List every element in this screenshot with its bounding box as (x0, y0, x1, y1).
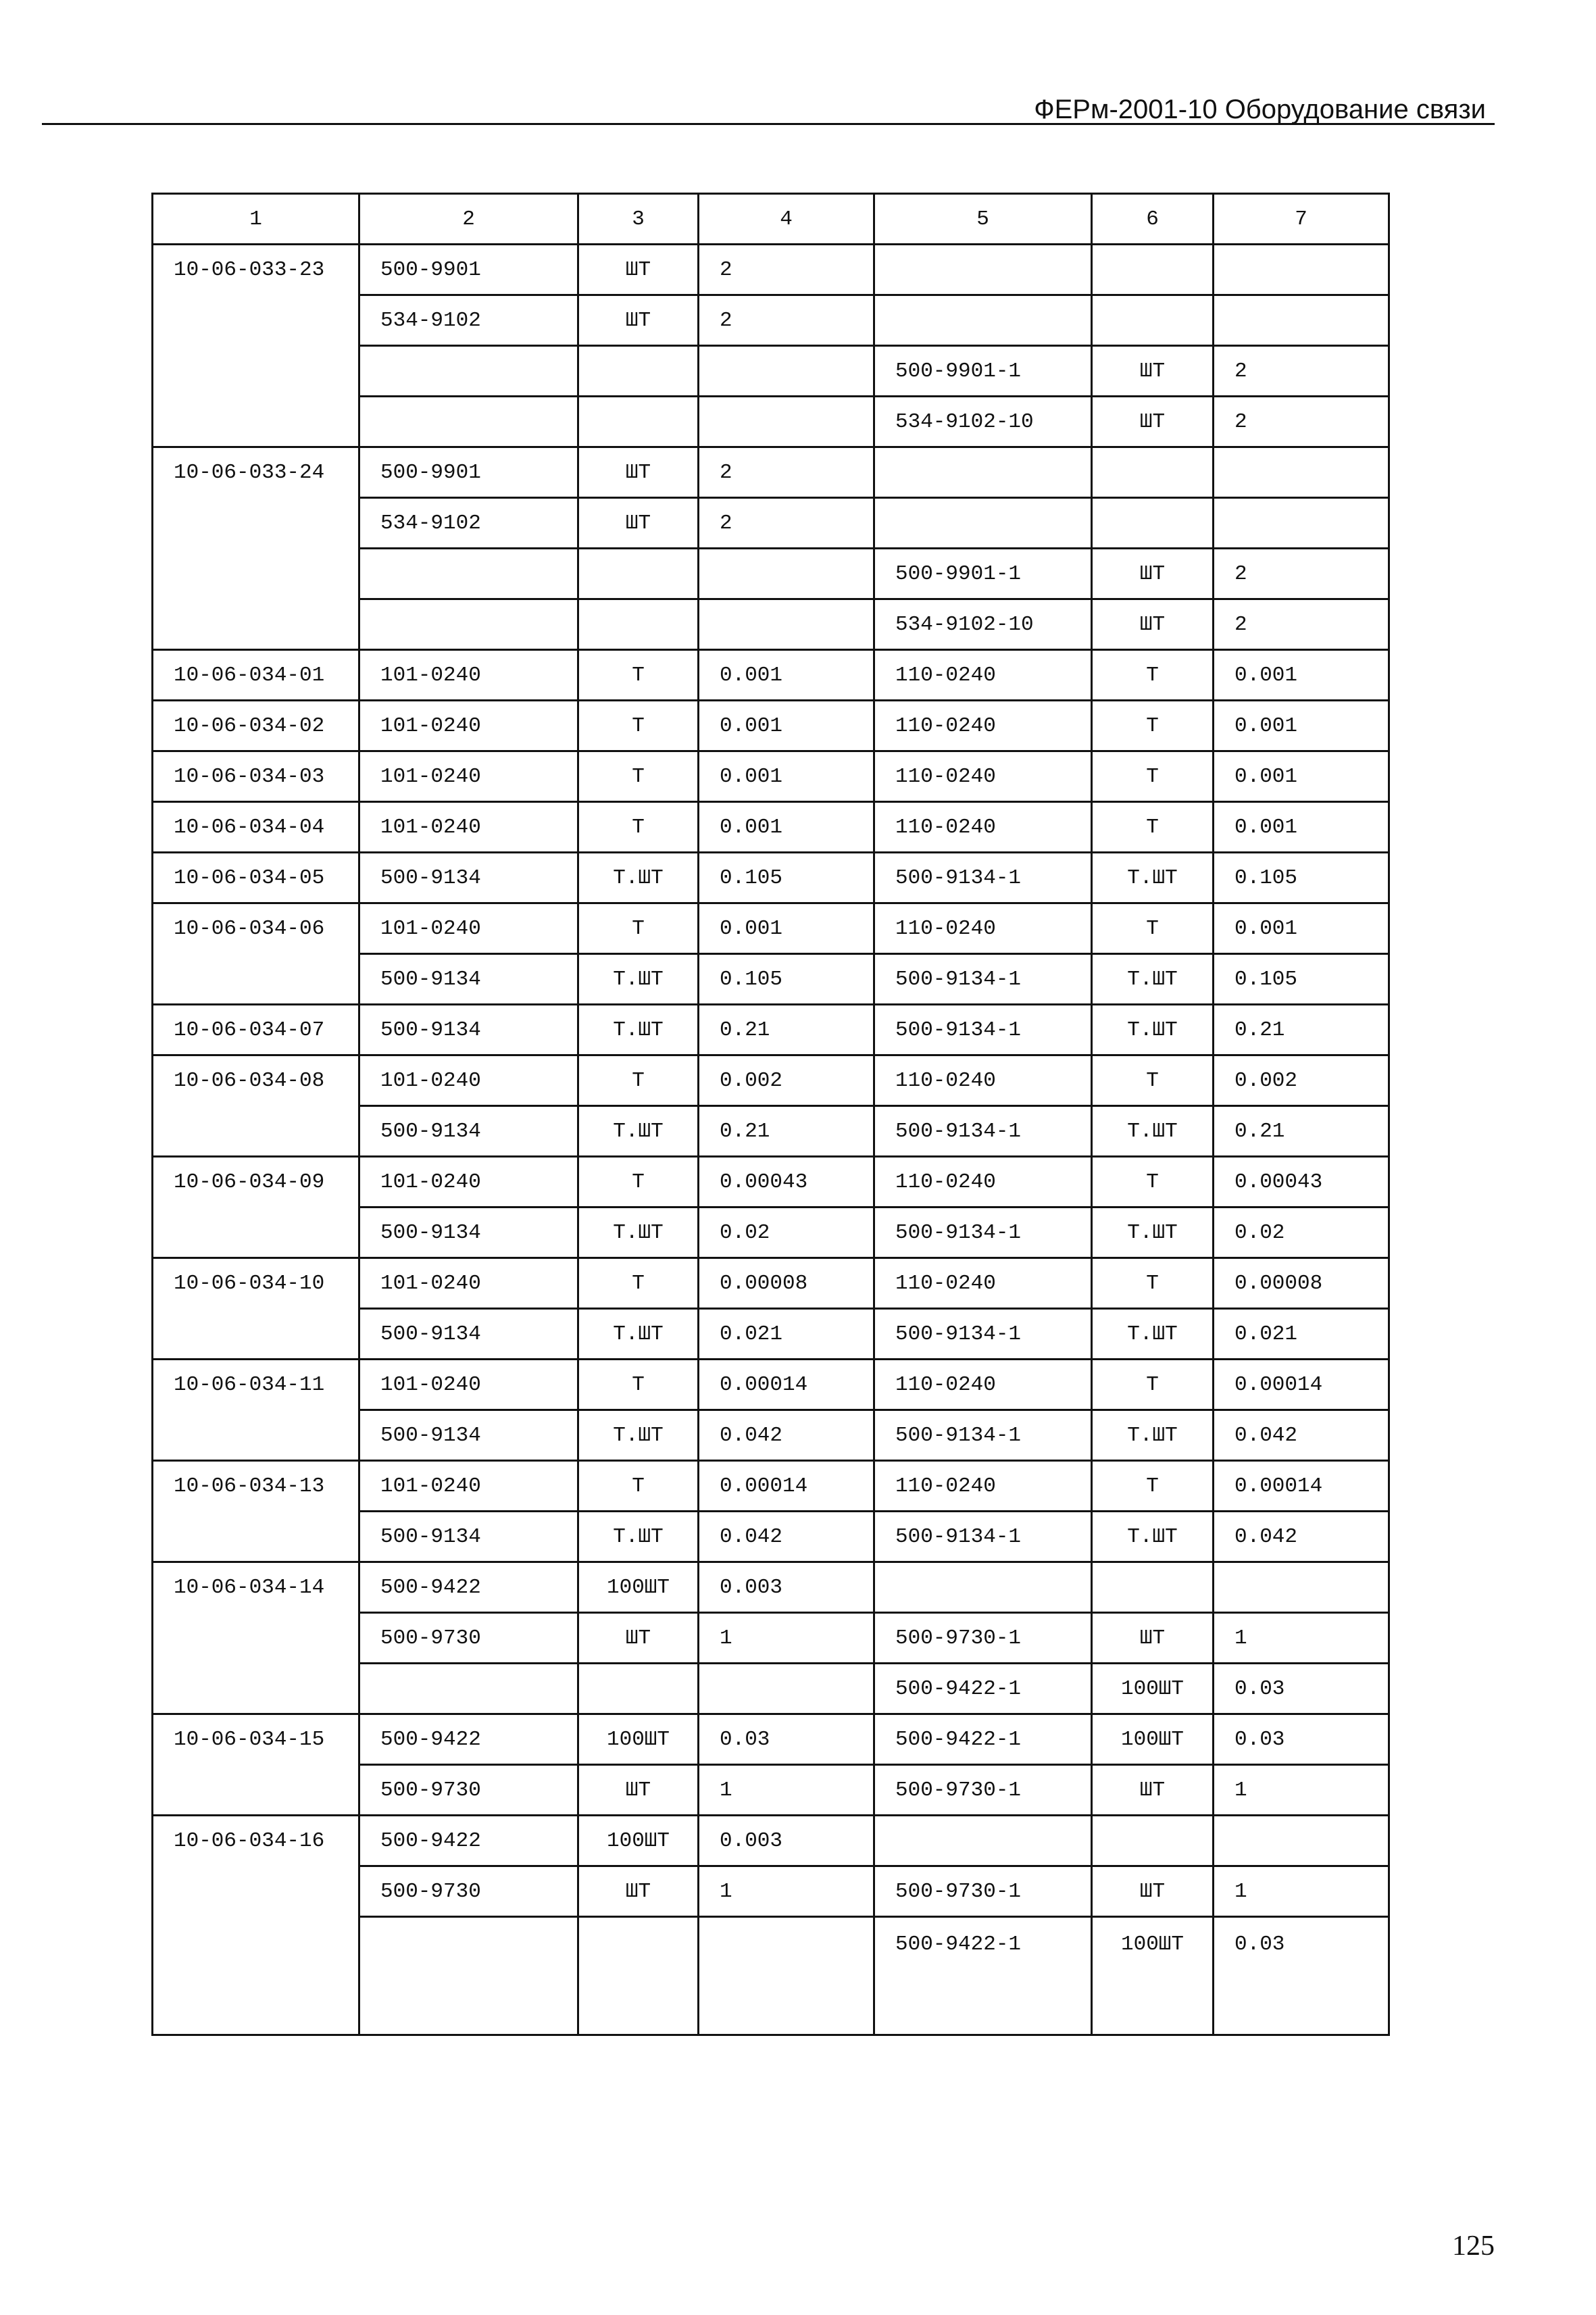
column-header: 5 (874, 194, 1092, 245)
table-cell: 500-9134 (359, 1208, 578, 1258)
table-cell: Т.ШТ (1092, 1309, 1214, 1360)
table-row (153, 1461, 1389, 1512)
table-cell: 110-0240 (874, 650, 1092, 701)
table-cell (874, 295, 1092, 346)
table-row (153, 346, 1389, 397)
table-cell: 500-9134 (359, 853, 578, 903)
table-row (153, 295, 1389, 346)
table-cell (359, 397, 578, 447)
table-cell: 10-06-034-05 (153, 853, 359, 903)
table-cell (153, 1917, 359, 2035)
table-cell: Т (1092, 802, 1214, 853)
table-cell (578, 346, 699, 397)
table-cell: 2 (1214, 599, 1389, 650)
page-number: 125 (1452, 2231, 1495, 2262)
table-row (153, 1360, 1389, 1410)
table-cell: 0.105 (1214, 853, 1389, 903)
table-cell: 500-9422-1 (874, 1917, 1092, 2035)
table-cell: 500-9134-1 (874, 1512, 1092, 1562)
table-row (153, 1410, 1389, 1461)
table-cell: Т.ШТ (1092, 954, 1214, 1005)
table-row (153, 802, 1389, 853)
table-cell: 100ШТ (1092, 1664, 1214, 1714)
table-row (153, 1613, 1389, 1664)
table-cell: 0.001 (1214, 802, 1389, 853)
table-cell: 500-9422-1 (874, 1664, 1092, 1714)
table-cell: ШТ (578, 1765, 699, 1816)
table-cell: 0.00043 (699, 1157, 874, 1208)
table-cell: 2 (1214, 549, 1389, 599)
header-rule (42, 123, 1495, 125)
table-cell: 1 (1214, 1866, 1389, 1917)
table-row (153, 1714, 1389, 1765)
table-cell (699, 599, 874, 650)
table-cell: 0.03 (699, 1714, 874, 1765)
table-cell (874, 447, 1092, 498)
table-cell: Т.ШТ (578, 1005, 699, 1055)
table-cell: 534-9102 (359, 498, 578, 549)
table-cell: 500-9134-1 (874, 853, 1092, 903)
table-cell: Т (578, 751, 699, 802)
column-header: 3 (578, 194, 699, 245)
table-cell (153, 954, 359, 1005)
table-cell (359, 346, 578, 397)
table-cell: 0.001 (699, 751, 874, 802)
table-cell (359, 599, 578, 650)
table-cell (1214, 295, 1389, 346)
table-cell: 10-06-034-10 (153, 1258, 359, 1309)
table-cell: ШТ (578, 498, 699, 549)
table-row (153, 1512, 1389, 1562)
table-cell: Т.ШТ (578, 1208, 699, 1258)
table-cell: Т (578, 1055, 699, 1106)
table-cell: 0.03 (1214, 1664, 1389, 1714)
table-row (153, 397, 1389, 447)
table-cell: 0.21 (699, 1106, 874, 1157)
table-cell (874, 1816, 1092, 1866)
table-cell: 1 (699, 1765, 874, 1816)
table-cell: 10-06-034-06 (153, 903, 359, 954)
table-cell: Т.ШТ (578, 1106, 699, 1157)
table-cell: Т (578, 701, 699, 751)
table-row (153, 954, 1389, 1005)
table-cell: 10-06-034-15 (153, 1714, 359, 1765)
table-cell (1214, 1562, 1389, 1613)
table-cell: 2 (1214, 397, 1389, 447)
column-header: 4 (699, 194, 874, 245)
table-cell: 0.042 (1214, 1512, 1389, 1562)
table-cell: Т.ШТ (578, 1512, 699, 1562)
table-cell: Т (1092, 650, 1214, 701)
table-cell (699, 346, 874, 397)
table-cell: Т (1092, 751, 1214, 802)
table-cell: 0.00008 (699, 1258, 874, 1309)
table-row (153, 1309, 1389, 1360)
table-cell (153, 1512, 359, 1562)
table-row (153, 549, 1389, 599)
table-row (153, 1157, 1389, 1208)
table-row (153, 650, 1389, 701)
table-cell (1214, 1816, 1389, 1866)
table-cell: Т (1092, 1157, 1214, 1208)
table-cell: 500-9134-1 (874, 1005, 1092, 1055)
table-cell: 500-9134 (359, 1512, 578, 1562)
table-cell (699, 1917, 874, 2035)
table-cell: 500-9422 (359, 1562, 578, 1613)
table-row (153, 245, 1389, 295)
table-cell: 10-06-034-02 (153, 701, 359, 751)
table-cell: Т.ШТ (578, 1410, 699, 1461)
table-cell: 0.105 (1214, 954, 1389, 1005)
table-cell: 0.00014 (699, 1461, 874, 1512)
table-cell: 500-9901 (359, 447, 578, 498)
table-cell: 110-0240 (874, 1258, 1092, 1309)
table-row (153, 1816, 1389, 1866)
table-cell: ШТ (1092, 346, 1214, 397)
table-row (153, 1208, 1389, 1258)
table-row (153, 1866, 1389, 1917)
table-cell: 0.03 (1214, 1714, 1389, 1765)
table-cell (153, 1765, 359, 1816)
table-cell (359, 1917, 578, 2035)
table-cell: 0.001 (699, 650, 874, 701)
table-cell: 0.001 (1214, 701, 1389, 751)
table-cell (1214, 498, 1389, 549)
table-cell (578, 599, 699, 650)
table-cell: 100ШТ (1092, 1917, 1214, 2035)
table-cell: 0.001 (1214, 650, 1389, 701)
table-cell: 500-9134 (359, 954, 578, 1005)
table-cell: Т (578, 1258, 699, 1309)
table-cell: Т (578, 1157, 699, 1208)
table-cell: ШТ (578, 245, 699, 295)
table-cell: Т.ШТ (578, 1309, 699, 1360)
table-cell: ШТ (578, 447, 699, 498)
table-cell (153, 397, 359, 447)
table-cell: 10-06-033-23 (153, 245, 359, 295)
table-cell (153, 1866, 359, 1917)
table-cell: Т (1092, 1461, 1214, 1512)
resource-table-container (151, 193, 1388, 2036)
table-cell: 0.021 (699, 1309, 874, 1360)
table-cell: ШТ (1092, 599, 1214, 650)
table-cell: Т.ШТ (1092, 1410, 1214, 1461)
table-cell (1092, 1816, 1214, 1866)
table-cell (359, 1664, 578, 1714)
table-cell (1092, 245, 1214, 295)
table-cell: 500-9730-1 (874, 1866, 1092, 1917)
table-cell: 2 (699, 245, 874, 295)
table-cell (874, 245, 1092, 295)
table-cell: 10-06-034-14 (153, 1562, 359, 1613)
resource-table (151, 193, 1390, 2036)
table-cell: 110-0240 (874, 903, 1092, 954)
table-cell: 0.21 (1214, 1005, 1389, 1055)
table-row (153, 498, 1389, 549)
table-cell: 500-9730-1 (874, 1613, 1092, 1664)
table-cell: 110-0240 (874, 1360, 1092, 1410)
table-cell (578, 1664, 699, 1714)
table-cell: 500-9134 (359, 1410, 578, 1461)
table-row (153, 1258, 1389, 1309)
table-row (153, 903, 1389, 954)
table-row (153, 1106, 1389, 1157)
table-cell: 0.001 (699, 701, 874, 751)
table-cell (1092, 498, 1214, 549)
table-row (153, 1765, 1389, 1816)
table-cell: Т (578, 1461, 699, 1512)
table-cell: 500-9134 (359, 1309, 578, 1360)
table-cell: 100ШТ (1092, 1714, 1214, 1765)
table-cell: 10-06-033-24 (153, 447, 359, 498)
table-row (153, 447, 1389, 498)
table-cell: ШТ (1092, 1613, 1214, 1664)
table-cell: 0.21 (699, 1005, 874, 1055)
table-cell: ШТ (1092, 1765, 1214, 1816)
table-row (153, 751, 1389, 802)
table-cell: ШТ (1092, 549, 1214, 599)
table-cell: 0.003 (699, 1816, 874, 1866)
table-row (153, 1664, 1389, 1714)
table-cell (1214, 447, 1389, 498)
table-cell: 10-06-034-11 (153, 1360, 359, 1410)
table-cell (153, 1613, 359, 1664)
table-cell: 0.001 (1214, 903, 1389, 954)
table-cell: Т (578, 650, 699, 701)
table-cell: ШТ (1092, 1866, 1214, 1917)
table-cell: Т (1092, 1258, 1214, 1309)
table-cell: 110-0240 (874, 1055, 1092, 1106)
table-cell: 0.105 (699, 853, 874, 903)
table-cell: 500-9730 (359, 1866, 578, 1917)
table-cell: 10-06-034-16 (153, 1816, 359, 1866)
table-cell: ШТ (578, 1866, 699, 1917)
table-cell (359, 549, 578, 599)
table-cell: 101-0240 (359, 802, 578, 853)
table-cell: 101-0240 (359, 701, 578, 751)
table-body (153, 245, 1389, 2035)
table-cell: 110-0240 (874, 802, 1092, 853)
table-cell: 2 (699, 295, 874, 346)
table-cell (699, 1664, 874, 1714)
table-cell: Т.ШТ (1092, 1512, 1214, 1562)
table-cell: 110-0240 (874, 701, 1092, 751)
table-cell: 0.21 (1214, 1106, 1389, 1157)
table-cell: 10-06-034-08 (153, 1055, 359, 1106)
table-cell: 110-0240 (874, 1461, 1092, 1512)
table-cell (699, 549, 874, 599)
column-header: 1 (153, 194, 359, 245)
table-cell: Т.ШТ (1092, 1208, 1214, 1258)
table-cell: 101-0240 (359, 1258, 578, 1309)
table-cell (1092, 1562, 1214, 1613)
table-cell: 2 (699, 447, 874, 498)
table-cell: Т (1092, 1360, 1214, 1410)
table-cell (578, 397, 699, 447)
table-cell (578, 549, 699, 599)
table-cell: 110-0240 (874, 1157, 1092, 1208)
table-cell (1214, 245, 1389, 295)
table-cell: 100ШТ (578, 1816, 699, 1866)
table-cell: 10-06-034-04 (153, 802, 359, 853)
table-cell (874, 498, 1092, 549)
table-cell (1092, 295, 1214, 346)
table-cell (153, 1664, 359, 1714)
table-cell: 500-9901-1 (874, 346, 1092, 397)
table-cell (153, 1208, 359, 1258)
column-header: 6 (1092, 194, 1214, 245)
table-cell: 0.001 (699, 802, 874, 853)
table-cell: 500-9901-1 (874, 549, 1092, 599)
table-cell: 0.042 (1214, 1410, 1389, 1461)
table-cell: 2 (1214, 346, 1389, 397)
table-cell: 1 (699, 1866, 874, 1917)
table-cell: ШТ (578, 295, 699, 346)
table-cell: 101-0240 (359, 751, 578, 802)
table-cell: 0.105 (699, 954, 874, 1005)
table-cell: 0.042 (699, 1410, 874, 1461)
table-cell: Т (1092, 701, 1214, 751)
table-cell: 500-9730 (359, 1765, 578, 1816)
table-cell: 534-9102-10 (874, 397, 1092, 447)
table-cell: Т.ШТ (578, 954, 699, 1005)
table-cell: ШТ (578, 1613, 699, 1664)
table-cell: 500-9901 (359, 245, 578, 295)
table-cell: 0.021 (1214, 1309, 1389, 1360)
table-cell: 500-9730 (359, 1613, 578, 1664)
table-cell: 100ШТ (578, 1562, 699, 1613)
table-cell (1092, 447, 1214, 498)
table-cell: Т (578, 1360, 699, 1410)
table-cell (153, 549, 359, 599)
table-cell (153, 599, 359, 650)
table-cell: 101-0240 (359, 650, 578, 701)
table-cell: 500-9134-1 (874, 1208, 1092, 1258)
table-cell: 101-0240 (359, 903, 578, 954)
table-cell: 0.02 (699, 1208, 874, 1258)
table-cell: 0.00014 (1214, 1461, 1389, 1512)
table-cell (153, 1106, 359, 1157)
table-cell: 500-9134-1 (874, 1106, 1092, 1157)
table-cell: 0.002 (699, 1055, 874, 1106)
table-row (153, 1917, 1389, 2035)
table-cell: 500-9134 (359, 1106, 578, 1157)
table-cell: 10-06-034-07 (153, 1005, 359, 1055)
table-row (153, 1055, 1389, 1106)
table-cell: 1 (699, 1613, 874, 1664)
table-cell (578, 1917, 699, 2035)
table-cell (153, 346, 359, 397)
table-cell: 0.00043 (1214, 1157, 1389, 1208)
column-header: 2 (359, 194, 578, 245)
table-cell: 0.003 (699, 1562, 874, 1613)
table-header-row (153, 194, 1389, 245)
document-header-title: ФЕРм-2001-10 Оборудование связи (1034, 95, 1486, 124)
table-cell: 1 (1214, 1613, 1389, 1664)
table-cell: 534-9102-10 (874, 599, 1092, 650)
table-cell: Т (1092, 1055, 1214, 1106)
table-cell: 0.02 (1214, 1208, 1389, 1258)
table-cell: Т.ШТ (578, 853, 699, 903)
table-cell: 110-0240 (874, 751, 1092, 802)
table-cell: 10-06-034-13 (153, 1461, 359, 1512)
table-cell: 0.002 (1214, 1055, 1389, 1106)
table-cell (153, 1309, 359, 1360)
table-row (153, 1005, 1389, 1055)
table-cell: 0.00008 (1214, 1258, 1389, 1309)
table-cell: 10-06-034-09 (153, 1157, 359, 1208)
table-cell: ШТ (1092, 397, 1214, 447)
table-cell: Т (578, 903, 699, 954)
table-cell: 0.001 (1214, 751, 1389, 802)
table-cell: 101-0240 (359, 1461, 578, 1512)
table-row (153, 599, 1389, 650)
table-cell: 10-06-034-03 (153, 751, 359, 802)
table-cell (699, 397, 874, 447)
table-cell: 500-9422 (359, 1714, 578, 1765)
table-cell: 0.00014 (699, 1360, 874, 1410)
table-cell: Т.ШТ (1092, 1005, 1214, 1055)
table-cell: 500-9422-1 (874, 1714, 1092, 1765)
table-cell: Т (578, 802, 699, 853)
table-cell: Т.ШТ (1092, 853, 1214, 903)
table-cell: 500-9422 (359, 1816, 578, 1866)
table-cell: 100ШТ (578, 1714, 699, 1765)
table-cell: 500-9134 (359, 1005, 578, 1055)
table-cell: 534-9102 (359, 295, 578, 346)
table-cell: 500-9134-1 (874, 954, 1092, 1005)
table-cell: 1 (1214, 1765, 1389, 1816)
table-cell: Т.ШТ (1092, 1106, 1214, 1157)
table-cell (153, 498, 359, 549)
table-cell (874, 1562, 1092, 1613)
table-cell: 0.03 (1214, 1917, 1389, 2035)
table-cell: 101-0240 (359, 1157, 578, 1208)
table-cell: 0.00014 (1214, 1360, 1389, 1410)
table-cell: 0.001 (699, 903, 874, 954)
table-row (153, 853, 1389, 903)
table-cell: 101-0240 (359, 1360, 578, 1410)
table-cell: Т (1092, 903, 1214, 954)
table-cell: 500-9730-1 (874, 1765, 1092, 1816)
table-cell: 0.042 (699, 1512, 874, 1562)
table-cell (153, 1410, 359, 1461)
table-cell: 2 (699, 498, 874, 549)
table-row (153, 1562, 1389, 1613)
table-row (153, 701, 1389, 751)
table-cell: 500-9134-1 (874, 1410, 1092, 1461)
column-header: 7 (1214, 194, 1389, 245)
table-cell: 500-9134-1 (874, 1309, 1092, 1360)
table-cell (153, 295, 359, 346)
table-cell: 101-0240 (359, 1055, 578, 1106)
table-cell: 10-06-034-01 (153, 650, 359, 701)
